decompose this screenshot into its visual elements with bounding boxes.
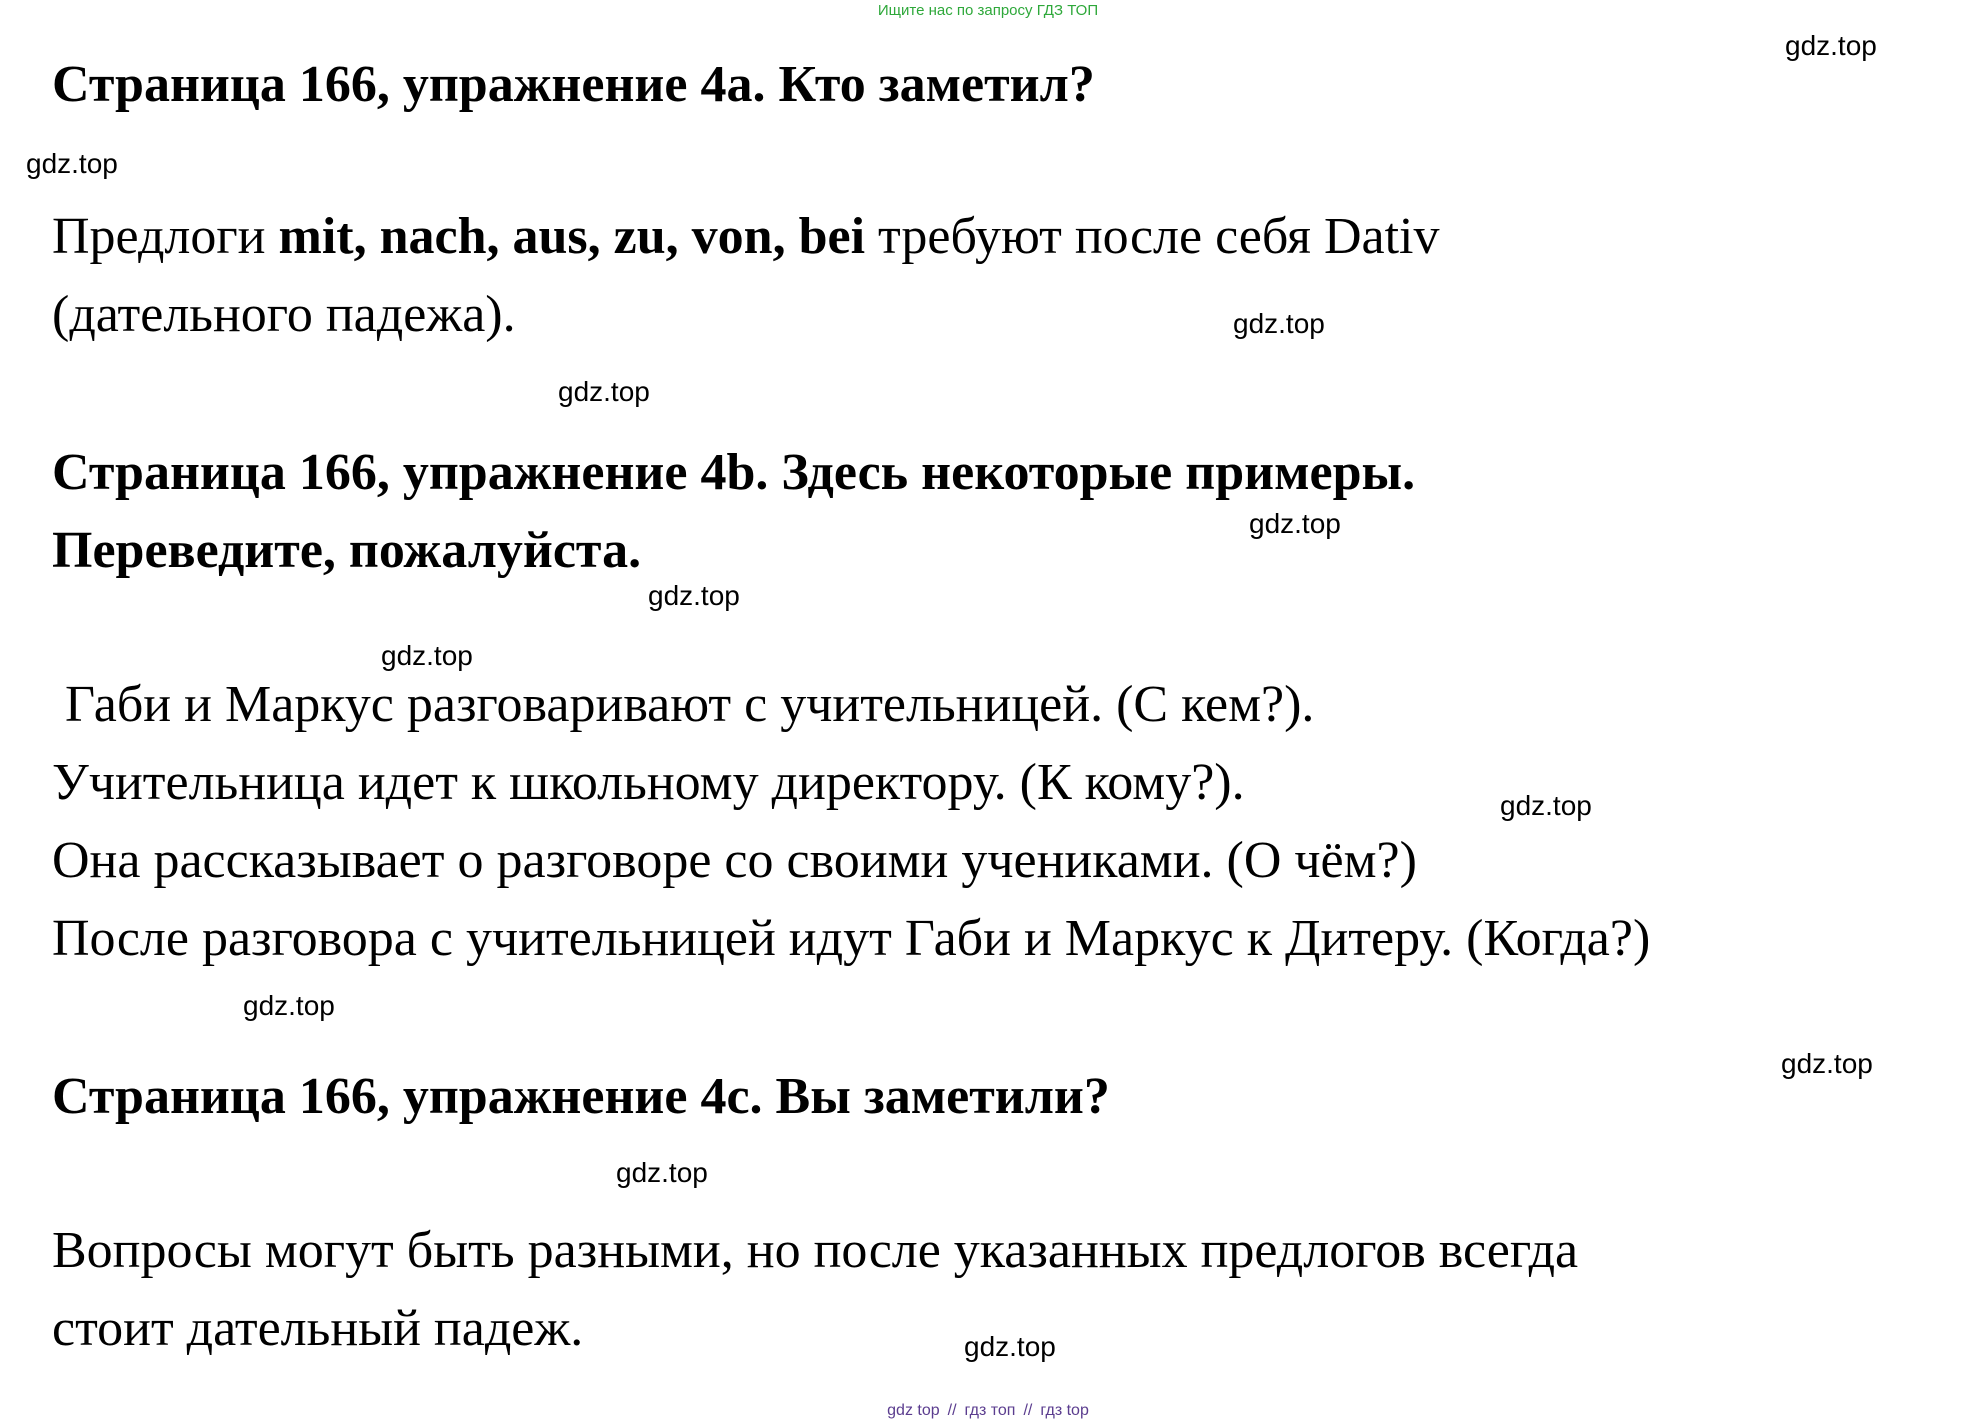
watermark: gdz.top (964, 1331, 1056, 1362)
watermark: gdz.top (1233, 308, 1325, 339)
footer-separator: // (1023, 1402, 1033, 1419)
footer-link[interactable]: гдз топ (964, 1402, 1016, 1419)
heading-4b-line-2: Переведите, пожалуйста. (52, 522, 642, 579)
paragraph-4a-line-1 (52, 198, 1439, 276)
example-line: Она рассказывает о разговоре со своими учениками. (О чём?) (52, 832, 1417, 889)
watermark: gdz.top (1500, 790, 1592, 821)
heading-4b (52, 434, 1415, 590)
footer-links (0, 1402, 1976, 1420)
watermark: gdz.top (1249, 508, 1341, 539)
paragraph-4a (52, 198, 1439, 354)
footer-separator: // (947, 1402, 957, 1419)
paragraph-4a-line-2: (дательного падежа). (52, 286, 516, 343)
heading-4c: Страница 166, упражнение 4c. Вы заметили? (52, 1068, 1110, 1125)
watermark: gdz.top (616, 1157, 708, 1188)
watermark: gdz.top (381, 640, 473, 671)
paragraph-4c-line-2: стоит дательный падеж. (52, 1300, 584, 1357)
watermark: gdz.top (243, 990, 335, 1021)
watermark: gdz.top (1785, 30, 1877, 61)
heading-4b-line-1: Страница 166, упражнение 4b. Здесь некоторые примеры. (52, 444, 1416, 501)
paragraph-4a-prepositions: mit, nach, aus, zu, von, bei (278, 208, 866, 265)
example-line: Габи и Маркус разговаривают с учительницей. (С кем?). (52, 676, 1315, 733)
top-banner[interactable]: Ищите нас по запросу ГДЗ ТОП (877, 2, 1099, 19)
heading-4a: Страница 166, упражнение 4a. Кто заметил? (52, 56, 1095, 113)
paragraph-4a-prefix: Предлоги (52, 208, 279, 265)
paragraph-4c-line-1: Вопросы могут быть разными, но после указанных предлогов всегда (52, 1222, 1579, 1279)
footer-link[interactable]: гдз top (1040, 1402, 1089, 1419)
watermark: gdz.top (26, 148, 118, 179)
paragraph-4b (52, 666, 1650, 978)
footer-link[interactable]: gdz top (887, 1402, 940, 1419)
example-line: После разговора с учительницей идут Габи и Маркус к Дитеру. (Когда?) (52, 910, 1651, 967)
watermark: gdz.top (648, 580, 740, 611)
watermark: gdz.top (558, 376, 650, 407)
paragraph-4c (52, 1212, 1578, 1368)
watermark: gdz.top (1781, 1048, 1873, 1079)
paragraph-4a-suffix: требуют после себя Dativ (865, 208, 1440, 265)
example-line: Учительница идет к школьному директору. (К кому?). (52, 754, 1245, 811)
